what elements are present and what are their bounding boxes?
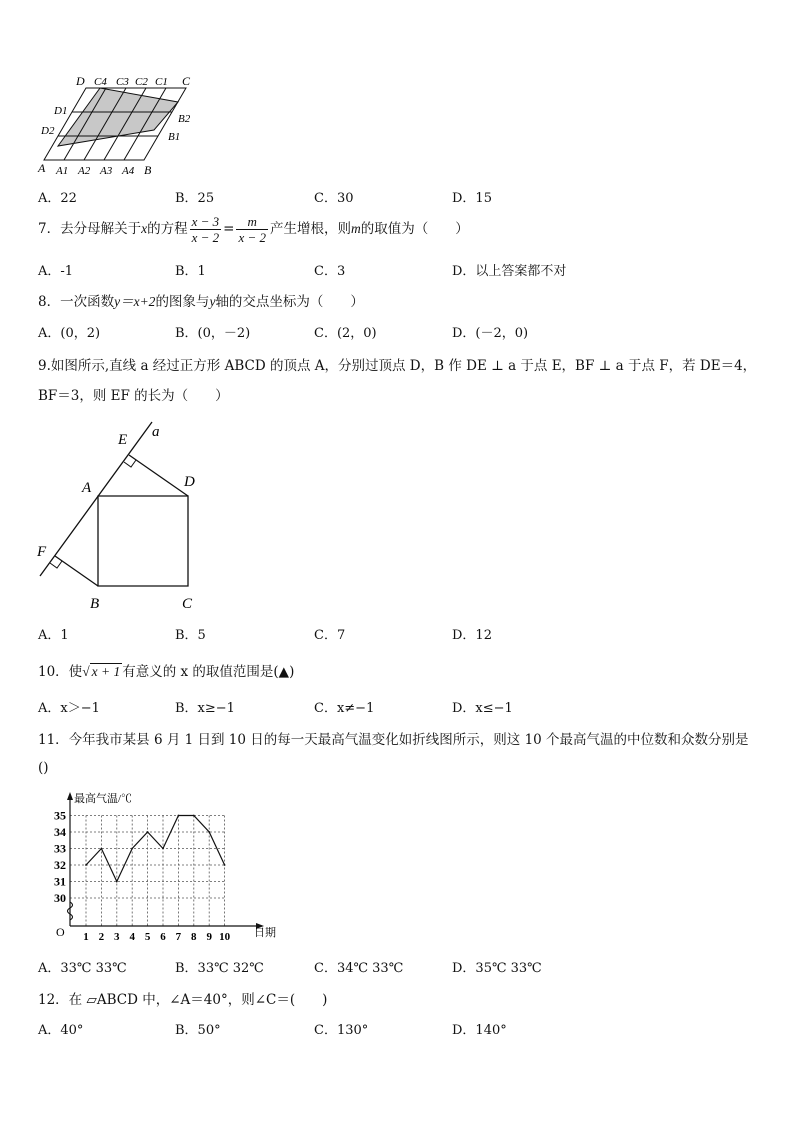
q12-option-d: D．140° [452,1023,507,1038]
q9-label-F: F [37,544,47,560]
y-tick-label: 32 [54,858,66,872]
q6-label-B1: B1 [168,131,181,143]
q7-frac2-den: x − 2 [238,230,266,245]
x-tick-label: 7 [175,931,182,943]
x-tick-label: 5 [144,931,151,943]
y-axis-arrow [67,792,73,800]
q8-option-a: A．(0，2) [38,326,101,341]
q8-var-y: y [209,294,216,309]
q8-text-a: 8．一次函数 [38,294,115,310]
q12-option-a: A．40° [38,1023,84,1038]
q10-option-d: D．x≤−1 [452,701,513,716]
q8-stem [38,290,364,310]
q10-stem [38,660,294,680]
data-point-day-5 [147,831,149,833]
q9-stem-line1: 9.如图所示,直线 a 经过正方形 ABCD 的顶点 A，分别过顶点 D，B 作 DE ⊥ a 于点 E，BF ⊥ a 于点 F，若 DE＝4， [38,358,757,374]
x-tick-label: 4 [129,931,135,943]
q9-option-b: B．5 [175,628,206,643]
data-point-day-4 [131,848,133,850]
q10-option-a: A．x＞−1 [38,701,100,716]
q11-stem-line1: 11．今年我市某县 6 月 1 日到 10 日的每一天最高气温变化如折线图所示，则这 10 个最高气温的中位数和众数分别是 [38,732,749,748]
q9-option-a: A．1 [38,628,69,643]
origin-label: O [56,925,65,939]
q9-label-C: C [182,596,193,612]
q9-option-c: C．7 [314,628,346,643]
x-axis-title: 日期 [254,927,276,939]
q7-frac1-den: x − 2 [191,230,220,245]
y-tick-label: 31 [54,874,66,889]
q11-option-c: C．34℃ 33℃ [314,961,404,976]
q7-var-m: m [351,221,361,236]
q6-label-A4: A4 [122,165,135,177]
q6-label-C3: C3 [116,76,129,88]
q10-option-b: B．x≥−1 [175,701,235,716]
q6-label-A3: A3 [100,165,113,177]
q11-option-a: A．33℃ 33℃ [38,961,127,976]
q7-option-a: A．-1 [38,264,74,279]
x-tick-label: 2 [98,931,105,943]
q10-option-c: C．x≠−1 [314,701,375,716]
q8-option-d: D．(－2，0) [452,326,529,341]
q11-option-b: B．33℃ 32℃ [175,961,264,976]
data-point-day-9 [208,831,210,833]
q9-label-a: a [152,424,160,440]
q9-label-D: D [184,474,195,490]
q10-sqrt: √ x + 1 [82,664,121,679]
q6-option-b: B．25 [175,191,215,206]
q12-stem: 12．在 ▱ABCD 中，∠A＝40°，则∠C＝( ) [38,992,328,1008]
q6-option-a: A．22 [38,191,77,206]
data-point-day-6 [162,848,164,850]
data-point-day-8 [193,815,195,817]
q8-option-b: B．(0，－2) [175,326,251,341]
q9-line-a [40,422,152,576]
q7-fraction-1 [190,214,222,245]
q12-option-c: C．130° [314,1023,369,1038]
q6-label-B: B [144,163,152,177]
q7-var-x: x [141,221,148,236]
q9-label-A: A [82,480,92,496]
q7-suffix2: 的取值为（ ） [360,221,469,237]
q7-mid: 的方程 [147,221,188,237]
q11-option-d: D．35℃ 33℃ [452,961,542,976]
q9-square-abcd [98,496,188,586]
data-point-day-1 [85,864,87,866]
chart-labels [54,791,276,943]
q7-suffix1: 产生增根，则 [270,221,351,237]
q7-option-b: B．1 [175,264,206,279]
q6-label-D: D [76,74,85,88]
data-point-day-7 [178,815,180,817]
q6-figure [36,74,206,178]
q9-label-E: E [118,432,128,448]
q7-option-d: D．以上答案都不对 [452,264,567,279]
q6-label-B2: B2 [178,113,191,125]
x-tick-label: 1 [83,931,89,943]
q8-text-b: 的图象与 [155,294,210,310]
q12-option-b: B．50° [175,1023,221,1038]
y-tick-label: 33 [54,841,66,856]
q6-label-D2: D2 [41,125,55,137]
q6-option-d: D．15 [452,191,492,206]
x-tick-label: 3 [114,931,120,943]
data-point-day-10 [224,864,226,866]
q10-radicand: x + 1 [91,664,121,679]
q7-frac1-num: x − 3 [191,214,220,229]
q10-prefix: 10．使 [38,664,83,680]
q9-stem-line2: BF＝3，则 EF 的长为（ ） [38,388,229,404]
q6-label-A1: A1 [56,165,69,177]
y-tick-label: 30 [54,891,66,905]
chart-axes [67,792,264,929]
data-point-day-2 [101,848,103,850]
q7-fraction-2 [236,214,268,245]
q7-stem [38,214,469,245]
q10-suffix: 有意义的 x 的取值范围是(▲) [122,664,295,680]
q7-prefix: 7．去分母解关于 [38,221,142,237]
q6-label-A2: A2 [78,165,91,177]
q11-line-chart [42,790,292,946]
q9-label-B: B [90,596,100,612]
q6-shaded-region [58,88,181,146]
q7-option-c: C．3 [314,264,346,279]
y-tick-label: 34 [54,825,66,839]
q9-segment-de [129,455,188,496]
q11-stem-line2: () [38,760,49,776]
q6-label-C1: C1 [155,76,168,88]
q8-text-c: 轴的交点坐标为（ ） [215,294,364,310]
q9-option-d: D．12 [452,628,492,643]
q8-math: y＝x+2 [114,294,156,309]
q6-label-C4: C4 [94,76,107,88]
q7-eq: = [223,221,235,237]
q6-option-c: C．30 [314,191,354,206]
x-tick-label: 8 [191,931,197,943]
q6-label-C2: C2 [135,76,148,88]
x-tick-label: 9 [206,931,212,943]
y-axis-title: 最高气温/℃ [74,793,133,805]
x-tick-label: 10 [219,931,231,943]
q9-segment-bf [55,556,98,586]
q8-option-c: C．(2，0) [314,326,377,341]
q6-label-A: A [38,161,46,175]
q7-frac2-num: m [236,214,268,230]
q6-label-D1: D1 [54,105,68,117]
x-tick-label: 6 [160,931,166,943]
q9-figure [32,418,212,614]
data-point-day-3 [116,881,118,883]
q6-label-C: C [182,74,191,88]
y-tick-label: 35 [54,808,66,823]
